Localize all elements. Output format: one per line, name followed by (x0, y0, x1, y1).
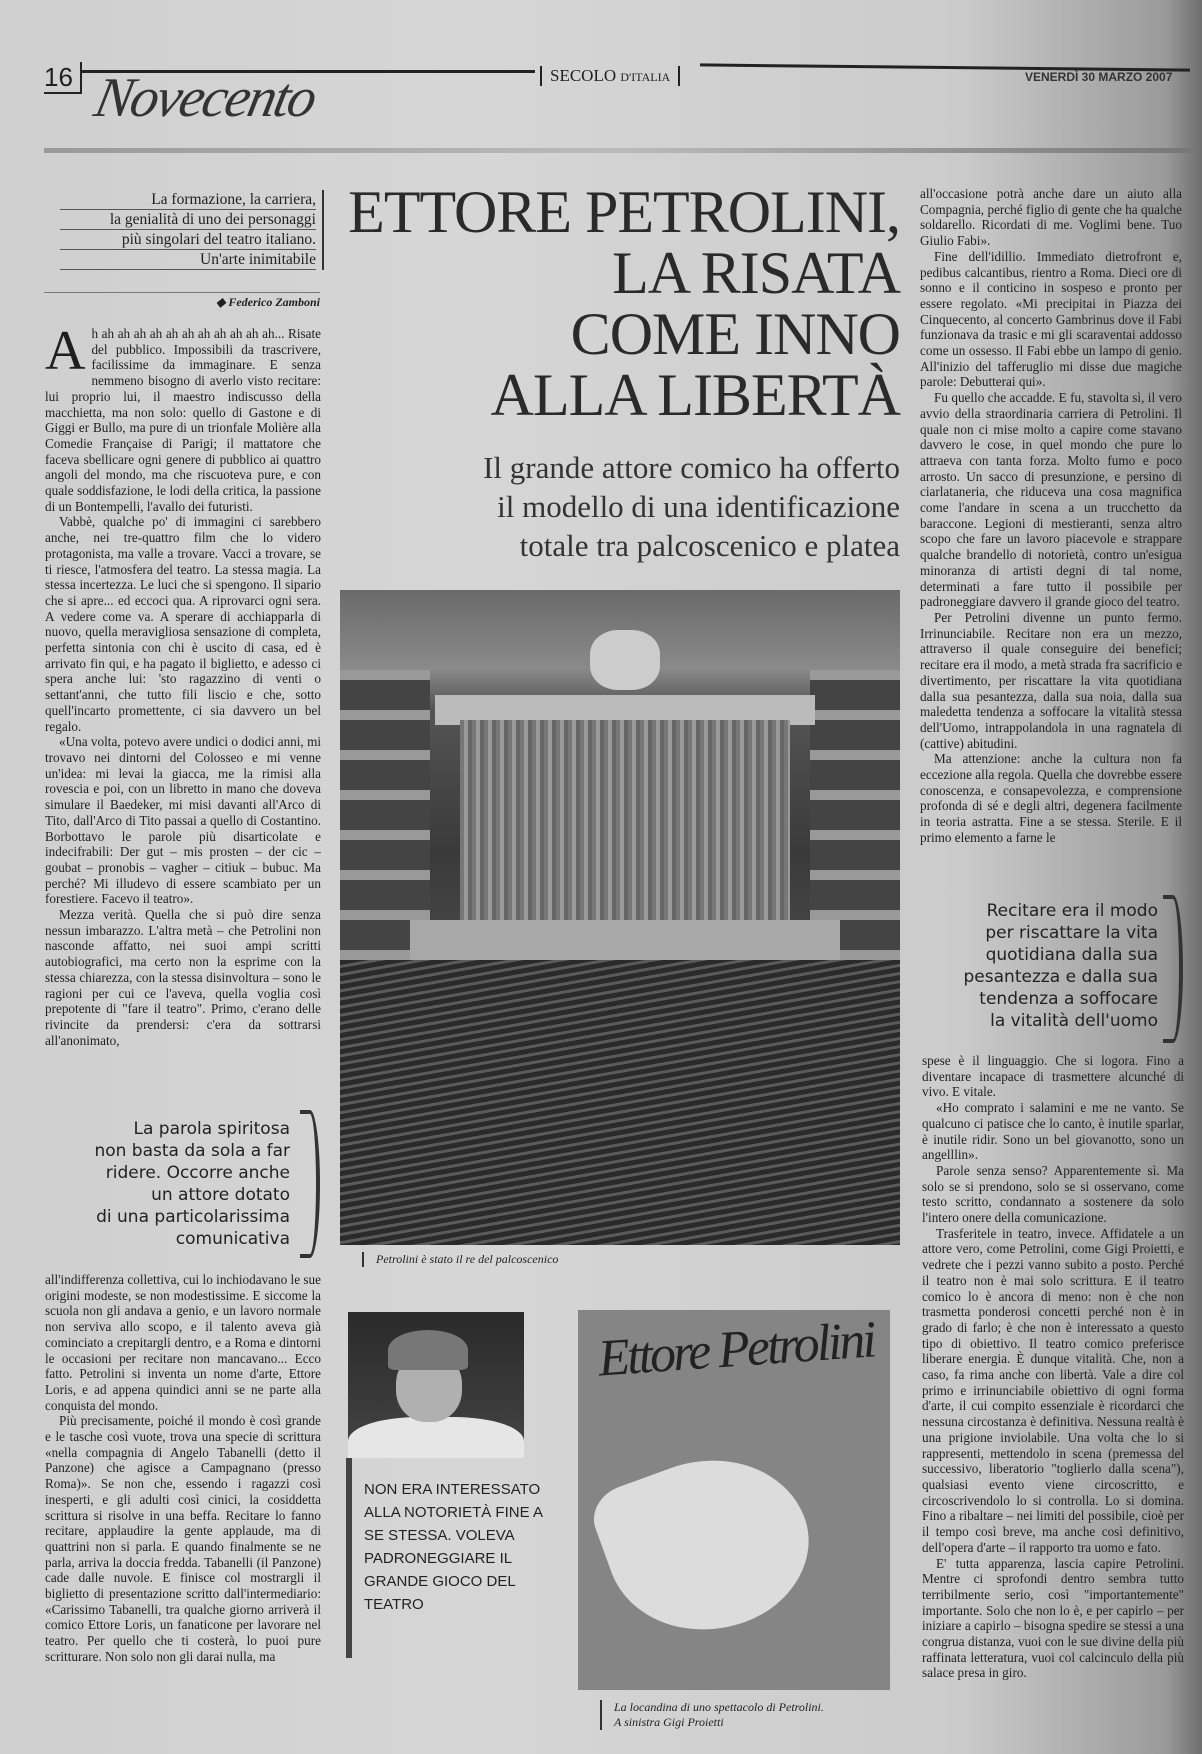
deck-line: la genialità di uno dei personaggi (60, 210, 316, 230)
subtitle-line: totale tra palcoscenico e platea (519, 528, 900, 563)
actor-hat (388, 1330, 468, 1370)
actor-photo (348, 1312, 524, 1458)
paragraph: E' tutta apparenza, lascia capire Petrolini. Mentre ci sprofondi dentro sembra tutto terribilmente serio, così "importantemente" importante. Solo che non lo è, e per capirlo – per iniziare a capirlo – bisogna spedire se stessi a una congrua distanza, vuoi con le sue divine della più raffinata letteratura, vuoi col calcinculo della più salace presa in giro. (922, 1555, 1184, 1681)
issue-date: VENERDÌ 30 MARZO 2007 (1025, 70, 1173, 84)
caption-line: A sinistra Gigi Proietti (614, 1715, 724, 1729)
stage (410, 920, 840, 960)
paragraph: Trasferitele in teatro, invece. Affidatele a un attore vero, come Petrolini, come Gigi Proietti, e vedrete che i pezzi vanno subito a posto. Perché il teatro non è mai solo scrittura. E il teatro comico lo è ancora di meno: non è che non trasmetta ponderosi concetti perché non è in grado di farlo; è che non è interessato a questo tipo di obiettivo. Il teatro comico preferisce liberare energia. È dunque vitalità. Che, non a caso, fa rima anche con libertà. Vale a dire col primo e irrinunciabile obiettivo di ogni forma d'arte, il cui compito essenziale è ricordarci che nessuna circostanza è definitiva. Nessuna realtà è una prigione inviolabile. Una volta che lo si rappresenti, mettendolo in scena (premessa del successivo, liberatorio "toglierlo dalla scena"), qualsiasi evento viene circoscritto, e circoscrivendolo lo si controlla. Lo si domina. Fino a ribaltare – nei limiti del possibile, cioè per il tempo così breve, ma anche così definitivo, dell'opera d'arte – il rapporto tra uomo e fato. (922, 1225, 1184, 1555)
right-column-bottom (922, 1053, 1184, 1723)
pull-quote-line: di una particolarissima (96, 1207, 290, 1227)
left-column-top (45, 326, 321, 1086)
royal-crest (590, 630, 660, 690)
pull-quote-right (950, 900, 1158, 1032)
pull-quote-line: pesantezza e dalla sua (963, 967, 1158, 987)
caption-line: La locandina di uno spettacolo di Petrolini. (614, 1700, 824, 1714)
left-column-bottom (45, 1272, 321, 1722)
masthead (540, 66, 680, 86)
audience-stalls (340, 960, 900, 1245)
deck-line: Un'arte inimitabile (60, 250, 316, 270)
paragraph: all'occasione potrà anche dare un aiuto alla Compagnia, perché figlio di gente che ha qualche soldarello. Ricordati di me. Voglimi bene. Tuo Giulio Fabi». (920, 186, 1182, 249)
pull-quote-line: non basta da sola a far (94, 1141, 290, 1161)
headline (340, 179, 900, 428)
pull-quote-left (90, 1118, 290, 1250)
paragraph: Ma attenzione: anche la cultura non fa eccezione alla regola. Quella che dovrebbe essere conoscenza, e consapevolezza, e comprensione profonda di sé e degli altri, degenera facilmente in teoria astratta. Fine a se stessa. Sterile. E il primo elemento a farne le (920, 751, 1182, 845)
pull-quote-line: un attore dotato (151, 1185, 290, 1205)
drop-cap: A (45, 326, 86, 382)
pull-quote-line: ridere. Occorre anche (105, 1163, 290, 1183)
subtitle-line: il modello di una identificazione (497, 489, 900, 524)
page-number: 16 (44, 62, 82, 94)
paragraph: spese è il linguaggio. Che si logora. Fino a diventare incapace di trasmettere alcunché di vivo. E vitale. (922, 1053, 1184, 1100)
pull-quote-line: Recitare era il modo (986, 901, 1158, 921)
stage-curtain (460, 720, 790, 920)
theater-photo-caption: Petrolini è stato il re del palcoscenico (362, 1252, 558, 1267)
poster-image (578, 1310, 890, 1690)
headline-line: ALLA LIBERTÀ (490, 362, 900, 428)
paragraph: «Una volta, potevo avere undici o dodici anni, mi trovavo nei dintorni del Colosseo e mi venne un'idea: mi levai la giacca, me la rimisi alla rovescia e poi, con un libretto in mano che doveva simulare il Baedeker, mi misi davanti all'Arco di Tito, dall'Arco di Tito passai a quello di Costantino. Borbottavo le parole più disarticolate e indecifrabili: Der gut – mis prosten – der cic – goubat – pronobis – vagher – citiuk – bubuc. Ma perché? Mi illudevo di essere scambiato per un forestiere. Facevo il teatro». (45, 734, 321, 907)
box-quote: NON ERA INTERESSATO ALLA NOTORIETÀ FINE A SE STESSA. VOLEVA PADRONEGGIARE IL GRANDE GIOCO DEL TEATRO (346, 1458, 544, 1658)
masthead-suffix: D'ITALIA (620, 70, 671, 84)
paragraph (45, 326, 321, 514)
paragraph: Vabbè, qualche po' di immagini ci sarebbero anche, nei tre-quattro film che lo videro protagonista, ma valle a trovare. Vacci a trovare, se ti riesce, l'atmosfera del teatro. La stessa magia. La stessa incertezza. Le luci che si spengono. Il sipario che si apre... ed eccoci qua. A riprovarci ogni sera. A vedere come va. A sperare di acchiapparla di nuovo, quella meravigliosa sensazione di completa, perfetta sintonia con chi è uscito di casa, ed è arrivato fin qui, e ha pagato il biglietto, e adesso ci spera anche lui: 'sto ragazzino di venti o settant'anni, che tutto fili liscio e che, sotto quell'incarto promettente, ci sia davvero un bel regalo. (45, 514, 321, 734)
article-deck (60, 190, 324, 270)
pull-quote-line: per riscattare la vita (985, 923, 1158, 943)
paragraph: Per Petrolini divenne un punto fermo. Irrinunciabile. Recitare non era un mezzo, attraverso il quale conseguire dei benefici; recitare era il modo, a metà strada fra sacrificio e divertimento, per riscattare la vita quotidiana dalla sua pesantezza, dalla sua noia, dalla sua maledetta tendenza a soffocare la vitalità stessa dell'Uomo, intrappolandola in una ragnatela di (cattive) abitudini. (920, 609, 1182, 751)
pull-quote-bracket (300, 1110, 320, 1258)
pull-quote-line: quotidiana dalla sua (985, 945, 1158, 965)
pull-quote-line: La parola spiritosa (133, 1119, 290, 1139)
subtitle (340, 448, 900, 565)
headline-line: ETTORE PETROLINI, (348, 179, 900, 245)
masthead-name: SECOLO (550, 66, 617, 85)
headline-line: LA RISATA (612, 240, 900, 306)
paragraph-text: h ah ah ah ah ah ah ah ah ah ah ah... Risate del pubblico. Impossibili da trascrivere, facilissime da immaginare. E senza nemmeno bisogno di averlo visto recitare: lui proprio lui, il maestro indiscusso della macchietta, ma non solo: quello di Gastone e di Giggi er Bullo, ma pure di un trionfale Molière alla Comedie Française di Parigi; il mattatore che faceva sbellicare ogni genere di pubblico ai quattro angoli del mondo, ma che riscuoteva pure, e con quale soddisfazione, le lodi della critica, la passione di un Bontempelli, l'avallo dei futuristi. (45, 326, 321, 514)
pull-quote-bracket (1163, 895, 1183, 1043)
pull-quote-line: la vitalità dell'uomo (990, 1011, 1158, 1031)
deck-line: più singolari del teatro italiano. (60, 230, 316, 250)
actor-shirt (348, 1417, 524, 1458)
paragraph: Parole senza senso? Apparentemente sì. Ma solo se si prendono, solo se si osservano, come testo scritto, condannato a sostenere da solo l'intero onere della comunicazione. (922, 1162, 1184, 1226)
pull-quote-line: comunicativa (175, 1229, 290, 1249)
section-title: Novecento (89, 67, 321, 129)
deck-line: La formazione, la carriera, (60, 190, 316, 210)
pull-quote-line: tendenza a soffocare (979, 989, 1158, 1009)
paragraph: Fine dell'idillio. Immediato dietrofront e, pedibus calcantibus, rientro a Roma. Dieci ore di sonno e il conticino in sospeso e pronto per essere regolato. «Mi precipitai in Piazza dei Cinquecento, al concerto Gambrinus dove il Fabi funzionava da trasic e mi gli scaraventai addosso come un ossesso. Il Fabi ebbe un lampo di genio. All'inizio del tafferuglio mi disse due magiche parole: Debutterai qui». (920, 248, 1182, 390)
comic-mask-illustration (585, 1431, 831, 1659)
right-column-top (920, 186, 1182, 876)
section-divider (44, 148, 1194, 153)
poster-caption (600, 1700, 824, 1730)
poster-signature: Ettore Petrolini (596, 1311, 876, 1388)
paragraph: «Ho comprato i salamini e me ne vanto. Se qualcuno ci patisce che lo canto, è inutile sparlar, è inutile ridir. Sono un bel giovanotto, sono un angelllin». (922, 1100, 1184, 1163)
paragraph: Mezza verità. Quella che si può dire senza nessun imbarazzo. L'altra metà – che Petrolini non nasconde affatto, nei suoi ampi scritti autobiografici, ma certo non la esprime con la stessa chiarezza, con la stessa disinvoltura – sono le ragioni per cui ce l'aveva, quella voglia così prepotente di "fare il teatro". Primo, c'erano delle rivincite da prendersi: c'era da sottrarsi all'anonimato, (45, 907, 321, 1048)
headline-line: COME INNO (570, 301, 900, 367)
paragraph: Fu quello che accadde. E fu, stavolta sì, il vero avvio della straordinaria carriera di Petrolini. Il quale non ci mise molto a capire come stavano davvero le cose, in quel mondo che pure lo attraeva con tanta forza. Molto fumo e poco arrosto. Un sacco di presunzione, e persino di ciarlataneria, che riduceva una cosa magnifica come l'andare in scena a un trucchetto da baraccone. Legioni di mestieranti, senza altro scopo che fare un lavoro piacevole e strappare qualche brandello di notorietà, contro un'esigua minoranza di artisti degni di tal nome, determinati a fare tutto il possibile per padroneggiare davvero il grande gioco del teatro. (920, 390, 1182, 610)
paragraph: Più precisamente, poiché il mondo è così grande e le tasche così vuote, trova una specie di scrittura «nella compagnia di Angelo Tabanelli (detto il Panzone) che agisce a Campagnano (presso Roma)». Se non che, essendo i ragazzi così inesperti, e gli adulti così cinici, la cosiddetta scrittura si risolve in una beffa. Recitare lo fanno recitare, applaudire la gente applaude, ma di quattrini non si parla. E quando finalmente se ne parla, arriva la doccia fredda. Tabanelli (il Panzone) cade dalle nuvole. E finisce col mostrargli il biglietto di presentazione scritto dall'intermediario: «Carissimo Tabanelli, tra qualche giorno arriverà il comico Ettore Loris, un fanaticone per lavorare nel teatro. Per quello che ti costerà, lo puoi pure scritturare. Non solo non gli darai nulla, ma (45, 1413, 321, 1664)
author-name: Federico Zamboni (228, 295, 320, 309)
theater-photo (340, 590, 900, 1245)
paragraph: all'indifferenza collettiva, cui lo inchiodavano le sue origini modeste, se non modestissime. E siccome la scuola non gli andava a genio, e un lavoro normale non serviva allo scopo, e il talento aveva già cominciato a crepitargli dentro, e a Roma e dintorni le occasioni per recitare non mancavano... Ecco fatto. Petrolini si inventa un nome d'arte, Ettore Loris, e ad appena quindici anni se ne parte alla conquista del mondo. (45, 1272, 321, 1413)
subtitle-line: Il grande attore comico ha offerto (483, 450, 900, 485)
byline: ◆ Federico Zamboni (44, 292, 320, 310)
